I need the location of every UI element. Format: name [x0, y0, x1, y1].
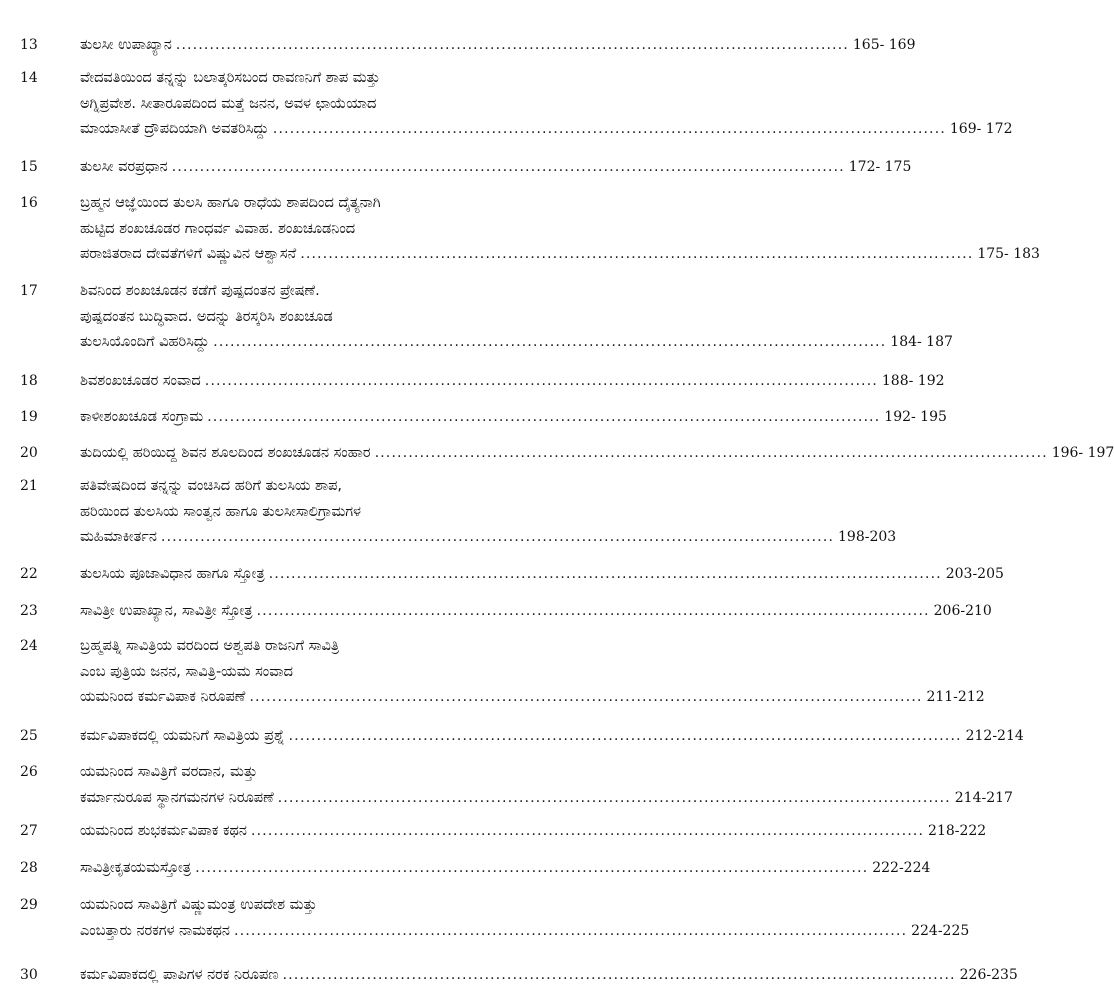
entry-line — [80, 786, 1013, 812]
entry-line — [80, 919, 970, 945]
entry-number: 28 — [20, 860, 38, 876]
entry-line — [80, 685, 985, 711]
entry-line-text: ಕಾಳೀಶಂಖಚೂಡ ಸಂಗ್ರಾಮ — [80, 409, 204, 425]
page-range: 196- 197 — [1051, 445, 1114, 461]
entry-text — [80, 893, 970, 944]
entry-text — [80, 724, 1024, 750]
entry-line-text: ಎಂಬ ಪುತ್ರಿಯ ಜನನ, ಸಾವಿತ್ರಿ-ಯಮ ಸಂವಾದ — [80, 663, 294, 680]
entry-number: 26 — [20, 764, 38, 780]
entry-number: 25 — [20, 728, 38, 744]
dot-leader: ........................................................................................................................ — [374, 445, 1048, 461]
dot-leader: ........................................................................................................................ — [256, 603, 930, 619]
entry-line — [80, 660, 580, 686]
entry-line-text: ಕರ್ಮಾನುರೂಪ ಸ್ಥಾನಗಮನಗಳ ನಿರೂಪಣೆ — [80, 789, 274, 806]
entry-line-text: ಹುಟ್ಟಿದ ಶಂಖಚೂಡರ ಗಾಂಧರ್ವ ವಿವಾಹ. ಶಂಖಚೂಡನಿಂದ — [80, 220, 356, 237]
entry-line-text: ತುಲಸೀ ಉಪಾಖ್ಯಾನ — [80, 37, 172, 53]
entry-line — [80, 724, 1024, 750]
entry-line — [80, 405, 947, 431]
entry-number: 24 — [20, 638, 38, 654]
entry-line — [80, 856, 931, 882]
page-range: 169- 172 — [949, 121, 1013, 137]
entry-number: 13 — [20, 37, 38, 53]
dot-leader: ........................................................................................................................ — [288, 728, 962, 744]
entry-line — [80, 33, 916, 59]
dot-leader: ........................................................................................................................ — [160, 529, 834, 545]
entry-line — [80, 279, 580, 305]
page-range: 203-205 — [945, 566, 1004, 582]
page-range: 218-222 — [928, 823, 987, 839]
entry-number: 18 — [20, 373, 38, 389]
entry-line-text: ಕರ್ಮವಿಪಾಕದಲ್ಲಿ ಯಮನಿಗೆ ಸಾವಿತ್ರಿಯ ಪ್ರಶ್ನೆ — [80, 728, 285, 744]
entry-line-text: ತುಲಸೀ ವರಪ್ರಧಾನ — [80, 159, 168, 175]
entry-line — [80, 92, 580, 118]
page-range: 188- 192 — [881, 373, 945, 389]
page-range: 226-235 — [959, 967, 1018, 983]
page-range: 172- 175 — [848, 159, 912, 175]
entry-text — [80, 279, 953, 356]
page-range: 165- 169 — [852, 37, 916, 53]
entry-line — [80, 562, 1004, 588]
entry-text — [80, 819, 987, 845]
page-range: 206-210 — [933, 603, 992, 619]
entry-line-text: ಪುಷ್ಪದಂತನ ಬುದ್ಧಿವಾದ. ಅದನ್ನು ತಿರಸ್ಕರಿಸಿ ಶಂಖಚೂಡ — [80, 308, 333, 325]
dot-leader: ........................................................................................................................ — [213, 334, 887, 350]
entry-number: 30 — [20, 967, 38, 983]
entry-number: 15 — [20, 159, 38, 175]
entry-line-text: ಯಮನಿಂದ ಸಾವಿತ್ರಿಗೆ ವಿಷ್ಣುಮಂತ್ರ ಉಪದೇಶ ಮತ್ತು — [80, 897, 317, 913]
entry-line — [80, 369, 945, 395]
entry-line-text: ಪತಿವೇಷದಿಂದ ತನ್ನನ್ನು ವಂಚಿಸಿದ ಹರಿಗೆ ತುಲಸಿಯ ಶಾಪ, — [80, 478, 343, 494]
entry-line — [80, 893, 580, 919]
entry-line-text: ಕರ್ಮವಿಪಾಕದಲ್ಲಿ ಪಾಪಿಗಳ ನರಕ ನಿರೂಪಣ — [80, 967, 279, 983]
entry-line-text: ಬ್ರಹ್ಮಪತ್ನಿ ಸಾವಿತ್ರಿಯ ವರದಿಂದ ಅಶ್ವಪತಿ ರಾಜನಿಗೆ ಸಾವಿತ್ರಿ — [80, 638, 340, 654]
entry-line-text: ಯಮನಿಂದ ಶುಭಕರ್ಮವಿಪಾಕ ಕಥನ — [80, 823, 247, 839]
dot-leader: ........................................................................................................................ — [204, 373, 878, 389]
entry-line-text: ತುದಿಯಲ್ಲಿ ಹರಿಯಿದ್ದ ಶಿವನ ಶೂಲದಿಂದ ಶಂಖಚೂಡನ ಸಂಹಾರ — [80, 445, 371, 461]
dot-leader: ........................................................................................................................ — [233, 922, 908, 939]
entry-number: 14 — [20, 70, 38, 86]
entry-line — [80, 500, 580, 526]
entry-text — [80, 369, 945, 395]
entry-line-text: ತುಲಸಿಯ ಪೂಜಾವಿಧಾನ ಹಾಗೂ ಸ್ತೋತ್ರ — [80, 566, 265, 582]
entry-line-text: ಸಾವಿತ್ರೀಕೃತಯಮಸ್ತೋತ್ರ — [80, 860, 192, 876]
page-range: 222-224 — [872, 860, 931, 876]
entry-line-text: ಮಾಯಾಸೀತೆ ದ್ರೌಪದಿಯಾಗಿ ಅವತರಿಸಿದ್ದು — [80, 121, 269, 137]
entry-text — [80, 191, 1040, 268]
entry-line — [80, 191, 580, 217]
entry-line — [80, 305, 580, 331]
entry-text — [80, 441, 1114, 467]
entry-line — [80, 155, 912, 181]
page-range: 211-212 — [926, 689, 985, 705]
entry-text — [80, 856, 931, 882]
dot-leader: ........................................................................................................................ — [300, 246, 974, 262]
entry-line-text: ಯಮನಿಂದ ಸಾವಿತ್ರಿಗೆ ವರದಾನ, ಮತ್ತು — [80, 764, 258, 780]
entry-line — [80, 242, 1040, 268]
entry-line-text: ಶಿವನಿಂದ ಶಂಖಚೂಡನ ಕಡೆಗೆ ಪುಷ್ಪದಂತನ ಪ್ರೇಷಣೆ. — [80, 283, 320, 299]
dot-leader: ........................................................................................................................ — [272, 121, 946, 137]
entry-text — [80, 634, 985, 711]
entry-line-text: ಅಗ್ನಿಪ್ರವೇಶ. ಸೀತಾರೂಪದಿಂದ ಮತ್ತೆ ಜನನ, ಅವಳ ಛಾಯೆಯಾದ — [80, 95, 377, 112]
entry-line — [80, 599, 992, 625]
entry-text — [80, 155, 912, 181]
entry-line-text: ಬ್ರಹ್ಮನ ಆಜ್ಞೆಯಿಂದ ತುಲಸಿ ಹಾಗೂ ರಾಧೆಯ ಶಾಪದಿಂದ ದೈತ್ಯನಾಗಿ — [80, 195, 381, 211]
dot-leader: ........................................................................................................................ — [195, 860, 869, 876]
page-range: 224-225 — [911, 922, 970, 939]
entry-number: 27 — [20, 823, 38, 839]
entry-line-text: ಮಹಿಮಾಕೀರ್ತನ — [80, 529, 157, 545]
dot-leader: ........................................................................................................................ — [207, 409, 881, 425]
entry-number: 20 — [20, 445, 38, 461]
entry-line — [80, 330, 953, 356]
dot-leader: ........................................................................................................................ — [277, 789, 951, 806]
entry-number: 17 — [20, 283, 38, 299]
entry-line-text: ಸಾವಿತ್ರೀ ಉಪಾಖ್ಯಾನ, ಸಾವಿತ್ರೀ ಸ್ತೋತ್ರ — [80, 603, 253, 619]
entry-text — [80, 405, 947, 431]
page-range: 175- 183 — [977, 246, 1040, 262]
entry-line — [80, 66, 580, 92]
entry-line-text: ವೇದವತಿಯಿಂದ ತನ್ನನ್ನು ಬಲಾತ್ಕರಿಸಬಂದ ರಾವಣನಿಗೆ ಶಾಪ ಮತ್ತು — [80, 70, 381, 86]
dot-leader: ........................................................................................................................ — [249, 689, 923, 705]
entry-number: 29 — [20, 897, 38, 913]
entry-line — [80, 525, 897, 551]
page-range: 192- 195 — [884, 409, 947, 425]
entry-number: 21 — [20, 478, 38, 494]
page-range: 198-203 — [838, 529, 897, 545]
page-range: 214-217 — [954, 789, 1013, 806]
entry-line — [80, 117, 1013, 143]
entry-text — [80, 963, 1018, 989]
entry-line-text: ಶಿವಶಂಖಚೂಡರ ಸಂವಾದ — [80, 373, 201, 389]
entry-line-text: ಹರಿಯಿಂದ ತುಲಸಿಯ ಸಾಂತ್ವನ ಹಾಗೂ ತುಲಸೀಸಾಲಿಗ್ರಾಮಗಳ — [80, 503, 362, 520]
entry-line — [80, 819, 987, 845]
dot-leader: ........................................................................................................................ — [175, 37, 849, 53]
entry-text — [80, 760, 1013, 811]
entry-line — [80, 441, 1114, 467]
entry-line — [80, 634, 580, 660]
entry-line-text: ಪರಾಜಿತರಾದ ದೇವತೆಗಳಿಗೆ ವಿಷ್ಣುವಿನ ಆಶ್ವಾಸನೆ — [80, 246, 297, 262]
entry-text — [80, 66, 1013, 143]
entry-number: 23 — [20, 603, 38, 619]
entry-text — [80, 599, 992, 625]
entry-line — [80, 963, 1018, 989]
dot-leader: ........................................................................................................................ — [282, 967, 956, 983]
dot-leader: ........................................................................................................................ — [171, 159, 845, 175]
entry-number: 19 — [20, 409, 38, 425]
entry-line — [80, 217, 580, 243]
entry-text — [80, 33, 916, 59]
dot-leader: ........................................................................................................................ — [250, 823, 925, 839]
entry-text — [80, 474, 897, 551]
entry-line-text: ಎಂಬತ್ತಾರು ನರಕಗಳ ನಾಮಕಥನ — [80, 922, 230, 939]
entry-number: 22 — [20, 566, 38, 582]
entry-line-text: ತುಲಸಿಯೊಂದಿಗೆ ವಿಹರಿಸಿದ್ದು — [80, 334, 210, 350]
entry-line — [80, 760, 580, 786]
entry-line — [80, 474, 580, 500]
entry-text — [80, 562, 1004, 588]
entry-number: 16 — [20, 195, 38, 211]
dot-leader: ........................................................................................................................ — [268, 566, 942, 582]
page-range: 212-214 — [965, 728, 1024, 744]
entry-line-text: ಯಮನಿಂದ ಕರ್ಮವಿಪಾಕ ನಿರೂಪಣೆ — [80, 689, 246, 705]
page-range: 184- 187 — [890, 334, 953, 350]
